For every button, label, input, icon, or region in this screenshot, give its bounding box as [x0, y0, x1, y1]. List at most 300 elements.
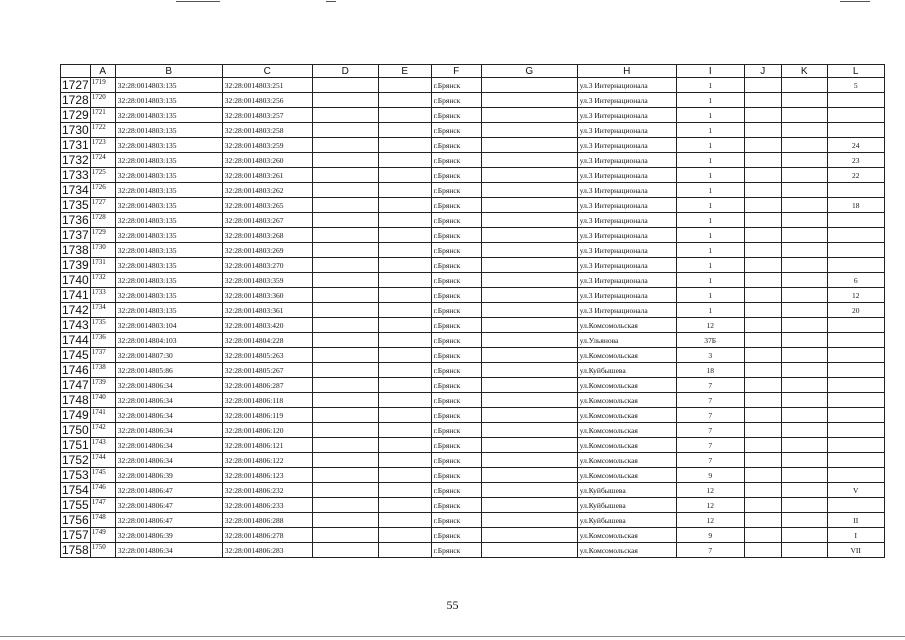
cell-e: [378, 348, 431, 363]
cell-i: 7: [676, 438, 744, 453]
cell-a: 1736: [90, 333, 115, 348]
cell-l: [827, 183, 884, 198]
cell-j: [744, 543, 781, 558]
cell-i: 12: [676, 318, 744, 333]
cell-h: ул.Комсомольская: [577, 348, 676, 363]
cell-i: 12: [676, 498, 744, 513]
cell-f: г.Брянск: [431, 393, 481, 408]
cell-f: г.Брянск: [431, 543, 481, 558]
cell-e: [378, 393, 431, 408]
row-number: 1751: [62, 437, 89, 452]
cell-a: 1723: [90, 138, 115, 153]
cell-h: ул.Комсомольская: [577, 318, 676, 333]
cell-h: ул.3 Интернационала: [577, 288, 676, 303]
cell-d: [312, 348, 378, 363]
corner-cell: [61, 65, 91, 78]
cell-k: [781, 288, 827, 303]
cell-b: 32:28:0014803:135: [115, 258, 222, 273]
cell-i: 7: [676, 408, 744, 423]
column-header-g: G: [481, 65, 577, 78]
cell-e: [378, 93, 431, 108]
cell-h: ул.3 Интернационала: [577, 303, 676, 318]
column-header-h: H: [577, 65, 676, 78]
row-number: 1739: [62, 257, 89, 272]
cell-f: г.Брянск: [431, 453, 481, 468]
cell-f: г.Брянск: [431, 408, 481, 423]
cell-b: 32:28:0014803:135: [115, 288, 222, 303]
cell-j: [744, 258, 781, 273]
cell-j: [744, 333, 781, 348]
cell-j: [744, 453, 781, 468]
cell-a: 1724: [90, 153, 115, 168]
cell-k: [781, 498, 827, 513]
cell-i: 1: [676, 213, 744, 228]
cell-j: [744, 318, 781, 333]
table-row: [61, 258, 885, 273]
cell-d: [312, 408, 378, 423]
cell-l: [827, 393, 884, 408]
cell-h: ул.Комсомольская: [577, 528, 676, 543]
cell-e: [378, 498, 431, 513]
cell-c: 32:28:0014803:265: [222, 198, 312, 213]
cell-d: [312, 423, 378, 438]
cell-i: 12: [676, 513, 744, 528]
cell-i: 12: [676, 483, 744, 498]
cell-g: [481, 468, 577, 483]
cell-c: 32:28:0014806:232: [222, 483, 312, 498]
cell-i: 7: [676, 423, 744, 438]
cell-b: 32:28:0014803:135: [115, 243, 222, 258]
cell-f: г.Брянск: [431, 423, 481, 438]
row-number: 1748: [62, 392, 89, 407]
cell-k: [781, 123, 827, 138]
cell-e: [378, 168, 431, 183]
cell-h: ул.Комсомольская: [577, 543, 676, 558]
cell-f: г.Брянск: [431, 273, 481, 288]
cell-f: г.Брянск: [431, 348, 481, 363]
cell-a: 1745: [90, 468, 115, 483]
row-number: 1734: [62, 182, 89, 197]
cell-b: 32:28:0014803:135: [115, 93, 222, 108]
table-row: [61, 228, 885, 243]
cell-b: 32:28:0014806:34: [115, 438, 222, 453]
cell-c: 32:28:0014806:283: [222, 543, 312, 558]
row-number: 1749: [62, 407, 89, 422]
row-number: 1757: [62, 527, 89, 542]
cell-b: 32:28:0014803:135: [115, 168, 222, 183]
row-number: 1746: [62, 362, 89, 377]
cell-a: 1734: [90, 303, 115, 318]
cell-h: ул.Комсомольская: [577, 423, 676, 438]
cell-j: [744, 273, 781, 288]
cell-l: [827, 498, 884, 513]
cell-b: 32:28:0014803:135: [115, 213, 222, 228]
cell-j: [744, 183, 781, 198]
cell-j: [744, 228, 781, 243]
cell-b: 32:28:0014804:103: [115, 333, 222, 348]
row-number: 1742: [62, 302, 89, 317]
cell-j: [744, 363, 781, 378]
cell-g: [481, 228, 577, 243]
cell-l: [827, 378, 884, 393]
row-number: 1758: [62, 542, 89, 557]
cell-a: 1738: [90, 363, 115, 378]
cell-e: [378, 288, 431, 303]
cell-j: [744, 213, 781, 228]
cell-j: [744, 108, 781, 123]
cell-g: [481, 273, 577, 288]
cell-k: [781, 543, 827, 558]
cell-i: 1: [676, 228, 744, 243]
cell-d: [312, 198, 378, 213]
table-row: [61, 363, 885, 378]
table-row: [61, 273, 885, 288]
cell-l: V: [827, 483, 884, 498]
table-row: [61, 348, 885, 363]
cell-h: ул.3 Интернационала: [577, 78, 676, 93]
table-row: [61, 138, 885, 153]
cell-e: [378, 423, 431, 438]
cell-f: г.Брянск: [431, 363, 481, 378]
cell-i: 1: [676, 183, 744, 198]
cell-k: [781, 108, 827, 123]
cell-a: 1744: [90, 453, 115, 468]
cell-l: [827, 258, 884, 273]
table-row: [61, 453, 885, 468]
cell-i: 7: [676, 453, 744, 468]
cell-g: [481, 138, 577, 153]
cell-d: [312, 78, 378, 93]
cell-f: г.Брянск: [431, 213, 481, 228]
column-header-row: [61, 65, 885, 78]
cell-j: [744, 93, 781, 108]
cell-g: [481, 108, 577, 123]
cell-a: 1722: [90, 123, 115, 138]
cell-a: 1733: [90, 288, 115, 303]
cell-a: 1747: [90, 498, 115, 513]
cell-d: [312, 123, 378, 138]
cell-l: 12: [827, 288, 884, 303]
row-number: 1740: [62, 272, 89, 287]
cell-c: 32:28:0014803:268: [222, 228, 312, 243]
column-header-j: J: [744, 65, 781, 78]
cell-k: [781, 153, 827, 168]
page-number: 55: [446, 598, 459, 612]
cell-d: [312, 243, 378, 258]
cell-h: ул.Куйбышева: [577, 483, 676, 498]
row-number: 1750: [62, 422, 89, 437]
row-number: 1728: [62, 92, 89, 107]
cell-j: [744, 243, 781, 258]
cell-a: 1743: [90, 438, 115, 453]
row-number: 1731: [62, 137, 89, 152]
cell-c: 32:28:0014804:228: [222, 333, 312, 348]
table-row: [61, 378, 885, 393]
cell-e: [378, 543, 431, 558]
cell-f: г.Брянск: [431, 513, 481, 528]
row-number: 1738: [62, 242, 89, 257]
cell-b: 32:28:0014806:39: [115, 468, 222, 483]
cell-c: 32:28:0014806:233: [222, 498, 312, 513]
cell-k: [781, 513, 827, 528]
cell-h: ул.3 Интернационала: [577, 213, 676, 228]
cell-e: [378, 123, 431, 138]
cell-b: 32:28:0014803:135: [115, 273, 222, 288]
cell-i: 1: [676, 123, 744, 138]
row-number: 1730: [62, 122, 89, 137]
cell-g: [481, 378, 577, 393]
cell-g: [481, 288, 577, 303]
cell-k: [781, 243, 827, 258]
cell-e: [378, 453, 431, 468]
cell-a: 1732: [90, 273, 115, 288]
cell-i: 18: [676, 363, 744, 378]
table-row: [61, 468, 885, 483]
cell-c: 32:28:0014805:263: [222, 348, 312, 363]
cell-a: 1750: [90, 543, 115, 558]
cell-l: [827, 408, 884, 423]
cell-g: [481, 513, 577, 528]
cell-i: 1: [676, 303, 744, 318]
cell-l: 6: [827, 273, 884, 288]
cell-i: 1: [676, 78, 744, 93]
cell-l: [827, 468, 884, 483]
cell-d: [312, 153, 378, 168]
table-row: [61, 198, 885, 213]
cell-l: 5: [827, 78, 884, 93]
cell-a: 1746: [90, 483, 115, 498]
cell-g: [481, 483, 577, 498]
cell-h: ул.Комсомольская: [577, 408, 676, 423]
table-row: [61, 108, 885, 123]
cell-k: [781, 168, 827, 183]
cell-c: 32:28:0014806:119: [222, 408, 312, 423]
cell-k: [781, 363, 827, 378]
cell-i: 3: [676, 348, 744, 363]
cell-c: 32:28:0014803:251: [222, 78, 312, 93]
cell-l: 23: [827, 153, 884, 168]
cell-a: 1731: [90, 258, 115, 273]
cell-k: [781, 468, 827, 483]
row-number: 1754: [62, 482, 89, 497]
table-row: [61, 333, 885, 348]
cell-h: ул.3 Интернационала: [577, 243, 676, 258]
cell-i: 1: [676, 273, 744, 288]
cell-g: [481, 153, 577, 168]
row-number: 1745: [62, 347, 89, 362]
cell-f: г.Брянск: [431, 438, 481, 453]
table-row: [61, 93, 885, 108]
cell-l: [827, 243, 884, 258]
cell-a: 1730: [90, 243, 115, 258]
column-header-k: K: [781, 65, 827, 78]
cell-i: 1: [676, 153, 744, 168]
cell-b: 32:28:0014806:34: [115, 453, 222, 468]
table-row: [61, 153, 885, 168]
cell-f: г.Брянск: [431, 378, 481, 393]
cell-a: 1727: [90, 198, 115, 213]
cell-d: [312, 303, 378, 318]
cell-h: ул.Ульянова: [577, 333, 676, 348]
cell-g: [481, 198, 577, 213]
cell-a: 1729: [90, 228, 115, 243]
cell-c: 32:28:0014803:267: [222, 213, 312, 228]
cell-j: [744, 198, 781, 213]
cell-b: 32:28:0014806:34: [115, 378, 222, 393]
cell-f: г.Брянск: [431, 228, 481, 243]
cell-j: [744, 378, 781, 393]
spreadsheet-table: [60, 64, 885, 558]
cell-f: г.Брянск: [431, 333, 481, 348]
cell-b: 32:28:0014806:47: [115, 498, 222, 513]
cell-g: [481, 348, 577, 363]
cell-e: [378, 303, 431, 318]
cell-h: ул.3 Интернационала: [577, 138, 676, 153]
cell-d: [312, 543, 378, 558]
cell-e: [378, 438, 431, 453]
cell-f: г.Брянск: [431, 123, 481, 138]
cell-k: [781, 183, 827, 198]
cell-d: [312, 498, 378, 513]
row-number: 1735: [62, 197, 89, 212]
table-row: [61, 543, 885, 558]
cell-k: [781, 453, 827, 468]
cell-j: [744, 513, 781, 528]
scan-top-rule: [840, 1, 870, 2]
table-row: [61, 168, 885, 183]
cell-l: [827, 108, 884, 123]
cell-f: г.Брянск: [431, 258, 481, 273]
cell-d: [312, 528, 378, 543]
cell-c: 32:28:0014803:256: [222, 93, 312, 108]
cell-c: 32:28:0014806:122: [222, 453, 312, 468]
cell-c: 32:28:0014803:359: [222, 273, 312, 288]
table-row: [61, 288, 885, 303]
cell-e: [378, 528, 431, 543]
row-number: 1736: [62, 212, 89, 227]
cell-f: г.Брянск: [431, 78, 481, 93]
row-number: 1737: [62, 227, 89, 242]
cell-j: [744, 138, 781, 153]
cell-e: [378, 183, 431, 198]
cell-f: г.Брянск: [431, 468, 481, 483]
table-row: [61, 213, 885, 228]
cell-l: 20: [827, 303, 884, 318]
scan-bottom-rule: [0, 636, 905, 637]
cell-i: 1: [676, 93, 744, 108]
cell-d: [312, 273, 378, 288]
cell-j: [744, 408, 781, 423]
row-number: 1741: [62, 287, 89, 302]
cell-j: [744, 123, 781, 138]
table-row: [61, 408, 885, 423]
cell-i: 7: [676, 543, 744, 558]
cell-l: II: [827, 513, 884, 528]
cell-i: 1: [676, 168, 744, 183]
cell-k: [781, 228, 827, 243]
cell-g: [481, 78, 577, 93]
cell-i: 7: [676, 393, 744, 408]
table-row: [61, 243, 885, 258]
cell-h: ул.Комсомольская: [577, 378, 676, 393]
cell-e: [378, 258, 431, 273]
cell-j: [744, 168, 781, 183]
cell-e: [378, 228, 431, 243]
row-number: 1747: [62, 377, 89, 392]
cell-g: [481, 213, 577, 228]
cell-b: 32:28:0014803:135: [115, 303, 222, 318]
cell-d: [312, 318, 378, 333]
cell-l: [827, 363, 884, 378]
cell-i: 9: [676, 528, 744, 543]
cell-e: [378, 468, 431, 483]
cell-b: 32:28:0014806:47: [115, 483, 222, 498]
row-number: 1752: [62, 452, 89, 467]
cell-a: 1721: [90, 108, 115, 123]
table-row: [61, 483, 885, 498]
cell-b: 32:28:0014803:135: [115, 153, 222, 168]
cell-k: [781, 423, 827, 438]
cell-h: ул.Комсомольская: [577, 438, 676, 453]
cell-k: [781, 438, 827, 453]
cell-l: [827, 333, 884, 348]
cell-e: [378, 78, 431, 93]
cell-g: [481, 93, 577, 108]
cell-j: [744, 78, 781, 93]
cell-b: 32:28:0014803:135: [115, 228, 222, 243]
row-number: 1732: [62, 152, 89, 167]
cell-f: г.Брянск: [431, 138, 481, 153]
cell-f: г.Брянск: [431, 93, 481, 108]
cell-i: 1: [676, 288, 744, 303]
cell-c: 32:28:0014803:260: [222, 153, 312, 168]
cell-a: 1742: [90, 423, 115, 438]
cell-j: [744, 468, 781, 483]
cell-b: 32:28:0014803:135: [115, 123, 222, 138]
cell-k: [781, 198, 827, 213]
cell-d: [312, 363, 378, 378]
cell-a: 1725: [90, 168, 115, 183]
cell-d: [312, 393, 378, 408]
cell-f: г.Брянск: [431, 198, 481, 213]
table-row: [61, 438, 885, 453]
cell-j: [744, 153, 781, 168]
cell-a: 1728: [90, 213, 115, 228]
cell-e: [378, 108, 431, 123]
cell-k: [781, 93, 827, 108]
cell-b: 32:28:0014806:34: [115, 408, 222, 423]
cell-g: [481, 438, 577, 453]
cell-j: [744, 303, 781, 318]
cell-h: ул.3 Интернационала: [577, 183, 676, 198]
cell-i: 1: [676, 138, 744, 153]
cell-f: г.Брянск: [431, 168, 481, 183]
cell-b: 32:28:0014803:135: [115, 78, 222, 93]
cell-g: [481, 408, 577, 423]
table-row: [61, 393, 885, 408]
cell-d: [312, 138, 378, 153]
column-header-l: L: [827, 65, 884, 78]
cell-c: 32:28:0014803:269: [222, 243, 312, 258]
cell-g: [481, 318, 577, 333]
cell-a: 1735: [90, 318, 115, 333]
table-row: [61, 528, 885, 543]
cell-c: 32:28:0014805:267: [222, 363, 312, 378]
column-header-e: E: [378, 65, 431, 78]
cell-c: 32:28:0014806:120: [222, 423, 312, 438]
cell-l: [827, 213, 884, 228]
cell-g: [481, 333, 577, 348]
